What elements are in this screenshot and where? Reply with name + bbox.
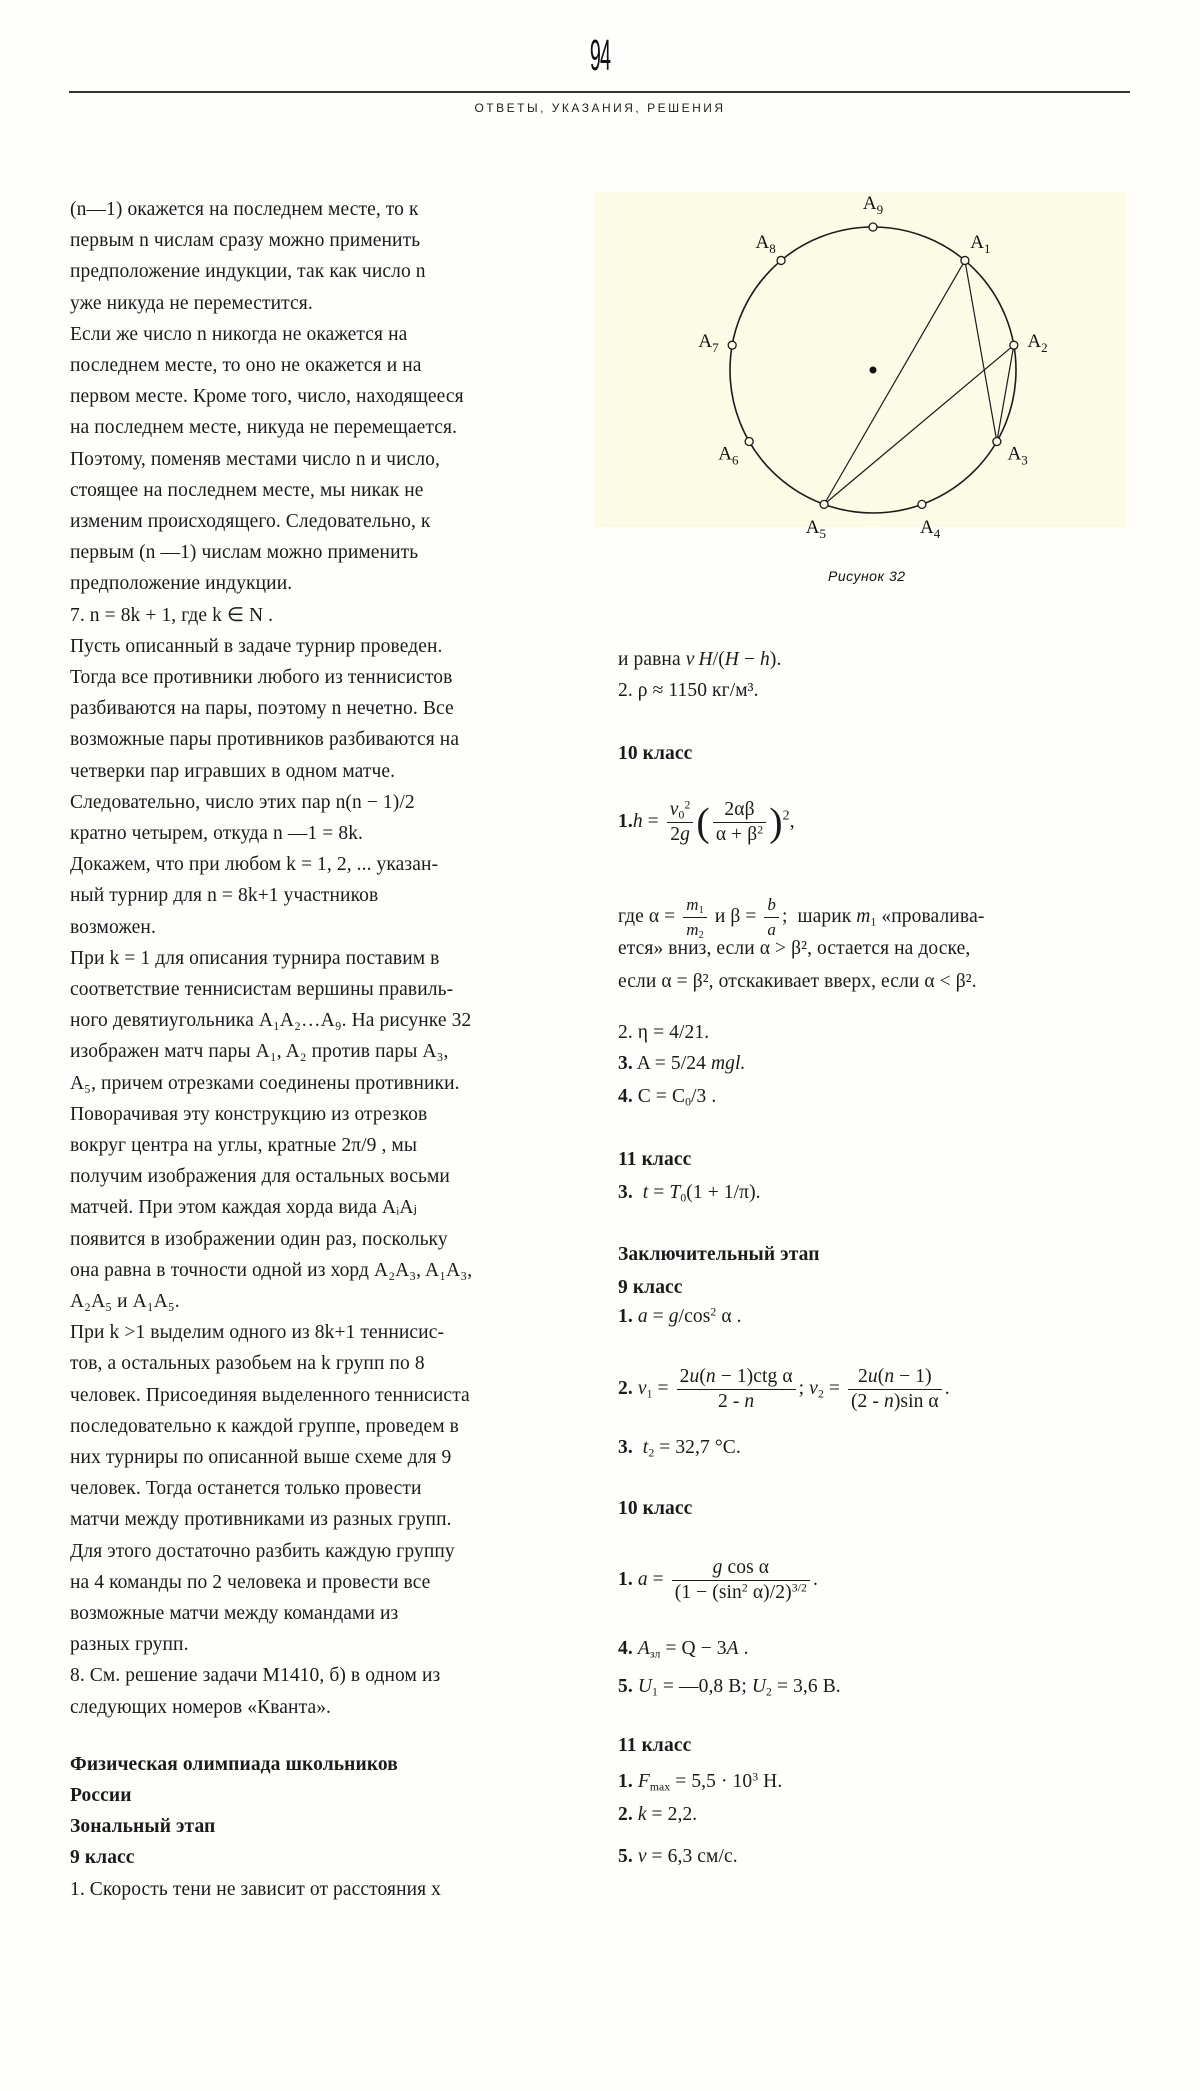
text-line: на 4 команды по 2 человека и провести все bbox=[70, 1571, 431, 1593]
text-line: ного девятиугольника A₁A₂…A₉. На рисунке 32 bbox=[70, 1010, 472, 1032]
section-heading: 11 класс bbox=[618, 1149, 692, 1170]
answer-line: 4. $C = C_0/3$ . bbox=[618, 1086, 717, 1109]
vertex-A4 bbox=[918, 500, 926, 508]
page-number: 94 bbox=[589, 31, 611, 80]
answer-line: 1. Скорость тени не зависит от расстояния x bbox=[70, 1878, 442, 1900]
text-line: (n—1) окажется на последнем месте, то к bbox=[70, 199, 419, 220]
text-line: 7. n = 8k + 1, где k ∈ N . bbox=[70, 604, 274, 626]
text-line: изображен матч пары A₁, A₂ против пары A₃, bbox=[70, 1041, 449, 1063]
text-line: человек. Присоединяя выделенного теннисиста bbox=[70, 1384, 470, 1406]
text-line: появится в изображении один раз, поскольку bbox=[70, 1228, 448, 1250]
vertex-A7 bbox=[728, 341, 736, 349]
text-line: стоящее на последнем месте, мы никак не bbox=[70, 479, 424, 501]
vertex-label-A9: $A_9$ bbox=[862, 193, 884, 217]
chord-A2-A5 bbox=[824, 345, 1014, 504]
header-rule bbox=[69, 91, 1130, 93]
text-line: кратно четырем, откуда n —1 = 8k. bbox=[70, 823, 364, 844]
figure-32 bbox=[593, 192, 1127, 541]
text-line: Поэтому, поменяв местами число n и число, bbox=[70, 448, 441, 470]
chord-A1-A5 bbox=[824, 260, 965, 504]
section-grade: 9 класс bbox=[70, 1847, 135, 1869]
vertex-A3 bbox=[993, 438, 1001, 446]
answer-line: 5. $U_1$ = —0,8 В; $U_2 = 3,6$ В. bbox=[618, 1676, 841, 1699]
text-line: Докажем, что при любом k = 1, 2, ... указан- bbox=[70, 854, 439, 876]
text-line: получим изображения для остальных восьми bbox=[70, 1166, 450, 1188]
answer-line: и равна v H/(H − h). bbox=[618, 649, 782, 670]
text-line: Для этого достаточно разбить каждую группу bbox=[70, 1540, 455, 1562]
answer-line: 3. $t_2 = 32,7$ °C. bbox=[618, 1437, 741, 1460]
text-line: Поворачивая эту конструкцию из отрезков bbox=[70, 1103, 428, 1125]
text-line: возможные пары противников разбиваются на bbox=[70, 729, 460, 751]
text-line: ный турнир для n = 8k+1 участников bbox=[70, 885, 379, 907]
text-line: соответствие теннисистам вершины правиль- bbox=[70, 979, 454, 1000]
text-line: последовательно к каждой группе, проведем в bbox=[70, 1415, 459, 1437]
vertex-A9 bbox=[869, 223, 877, 231]
formula-v: 2. $v_1$ = $\frac{\text{2u(n − 1)ctg α}}{2 - n}$ ; $v_2$ = $\frac{2u(n - 1)}{\text{(2 - n)sin α}}$ . bbox=[618, 1366, 950, 1413]
vertex-label-A5: $A_5$ bbox=[805, 516, 826, 541]
formula-a: 1. a = $\frac{\text{g cos α}}{(1 - (\sin^2 \alpha)/2)^{3/2}}$ . bbox=[618, 1557, 818, 1604]
text-line: разбиваются на пары, поэтому n нечетно. Все bbox=[70, 698, 454, 720]
vertex-label-A8: $A_8$ bbox=[755, 232, 776, 257]
section-heading: 11 класс bbox=[618, 1735, 692, 1756]
answer-line: где α = $\frac{m_1}{m_2}$ и β = $\frac{b}{a}$ ; шарик $m_1$ «проваливa- bbox=[618, 895, 985, 942]
text-line: При k = 1 для описания турнира поставим в bbox=[70, 947, 440, 969]
text-line: четверки пар игравших в одном матче. bbox=[70, 760, 396, 782]
section-heading: 10 класс bbox=[618, 1498, 693, 1519]
answer-line: ется» вниз, если α > β², остается на доске, bbox=[618, 938, 971, 959]
section-heading: 10 класс bbox=[618, 743, 693, 764]
text-line: уже никуда не переместится. bbox=[70, 292, 313, 314]
vertex-label-A3: $A_3$ bbox=[1007, 443, 1028, 468]
text-line: A₂A₅ и A₁A₅. bbox=[70, 1291, 180, 1312]
text-line: A₅, причем отрезками соединены противники. bbox=[70, 1072, 460, 1094]
answer-line: 5. v = 6,3 см/с. bbox=[618, 1846, 738, 1867]
answer-line: 1. $F_{max} = 5,5 \cdot 10^3$ Н. bbox=[618, 1770, 783, 1794]
section-title: Физическая олимпиада школьников bbox=[70, 1753, 398, 1775]
chord-A2-A3 bbox=[997, 345, 1014, 441]
text-line: матчей. При этом каждая хорда вида AᵢAⱼ bbox=[70, 1197, 418, 1219]
running-head: ОТВЕТЫ, УКАЗАНИЯ, РЕШЕНИЯ bbox=[474, 101, 726, 115]
vertex-A2 bbox=[1010, 341, 1018, 349]
formula-h: 1.h = $\frac{v_0^2}{2g}$ ( $\frac{2\alpha\beta}{\alpha + \beta^2}$ )$^2$, bbox=[618, 798, 795, 846]
answer-line: 2. k = 2,2. bbox=[618, 1804, 698, 1825]
text-line: матчи между противниками из разных групп. bbox=[70, 1509, 452, 1531]
answer-line: если α = β², отскакивает вверх, если α < β². bbox=[618, 971, 977, 992]
text-line: предположение индукции. bbox=[70, 573, 293, 595]
vertex-A1 bbox=[961, 256, 969, 264]
chord-A1-A3 bbox=[965, 260, 997, 441]
answer-line: 3. $t = T_0(1 + 1/\pi)$. bbox=[618, 1182, 761, 1205]
text-line: последнем месте, то оно не окажется и на bbox=[70, 355, 422, 376]
vertex-label-A1: $A_1$ bbox=[970, 232, 991, 257]
text-line: разных групп. bbox=[70, 1634, 189, 1656]
vertex-label-A7: $A_7$ bbox=[698, 331, 719, 356]
text-line: Пусть описанный в задаче турнир проведен. bbox=[70, 635, 443, 657]
text-line: возможен. bbox=[70, 916, 156, 938]
answer-line: 1. $a = g/\cos^2$ α . bbox=[618, 1305, 742, 1327]
text-line: тов, а остальных разобьем на k групп по 8 bbox=[70, 1353, 425, 1375]
text-line: вокруг центра на углы, кратные 2π/9 , мы bbox=[70, 1135, 418, 1156]
text-line: первом месте. Кроме того, число, находящееся bbox=[70, 386, 464, 408]
answer-line: 2. ρ ≈ 1150 кг/м³. bbox=[618, 680, 759, 701]
text-line: возможные матчи между командами из bbox=[70, 1603, 399, 1624]
vertex-A8 bbox=[777, 256, 785, 264]
vertex-label-A4: $A_4$ bbox=[920, 516, 941, 541]
figure-caption: Рисунок 32 bbox=[828, 568, 906, 584]
answer-line: 4. $A_{зл} = Q - 3A$ . bbox=[618, 1638, 749, 1661]
text-line: Тогда все противники любого из теннисистов bbox=[70, 667, 453, 688]
text-line: При k >1 выделим одного из 8k+1 теннисис- bbox=[70, 1322, 445, 1344]
text-line: них турниры по описанной выше схеме для 9 bbox=[70, 1447, 452, 1468]
text-line: следующих номеров «Кванта». bbox=[70, 1696, 332, 1718]
answer-line: 3. A = 5/24 mgl. bbox=[618, 1053, 746, 1074]
text-line: предположение индукции, так как число n bbox=[70, 261, 426, 283]
answer-line: 2. η = 4/21. bbox=[618, 1022, 710, 1043]
text-line: изменим происходящего. Следовательно, к bbox=[70, 511, 431, 532]
center-point bbox=[870, 367, 877, 374]
text-line: первым (n —1) числам можно применить bbox=[70, 542, 419, 564]
section-heading: Заключительный этап bbox=[618, 1244, 820, 1265]
text-line: на последнем месте, никуда не перемещается. bbox=[70, 417, 458, 439]
vertex-label-A6: $A_6$ bbox=[718, 443, 739, 468]
section-title: России bbox=[70, 1785, 132, 1806]
section-stage: Зональный этап bbox=[70, 1816, 216, 1838]
section-heading: 9 класс bbox=[618, 1277, 683, 1298]
text-line: 8. См. решение задачи М1410, б) в одном из bbox=[70, 1665, 441, 1687]
text-line: она равна в точности одной из хорд A₂A₃, A₁A₃, bbox=[70, 1259, 473, 1281]
vertex-A6 bbox=[745, 438, 753, 446]
nonagon-diagram bbox=[593, 192, 1127, 541]
text-line: первым n числам сразу можно применить bbox=[70, 230, 421, 252]
vertex-label-A2: $A_2$ bbox=[1027, 331, 1048, 356]
vertex-A5 bbox=[820, 500, 828, 508]
text-line: человек. Тогда останется только провести bbox=[70, 1478, 422, 1500]
text-line: Если же число n никогда не окажется на bbox=[70, 323, 408, 345]
text-line: Следовательно, число этих пар n(n − 1)/2 bbox=[70, 791, 415, 813]
